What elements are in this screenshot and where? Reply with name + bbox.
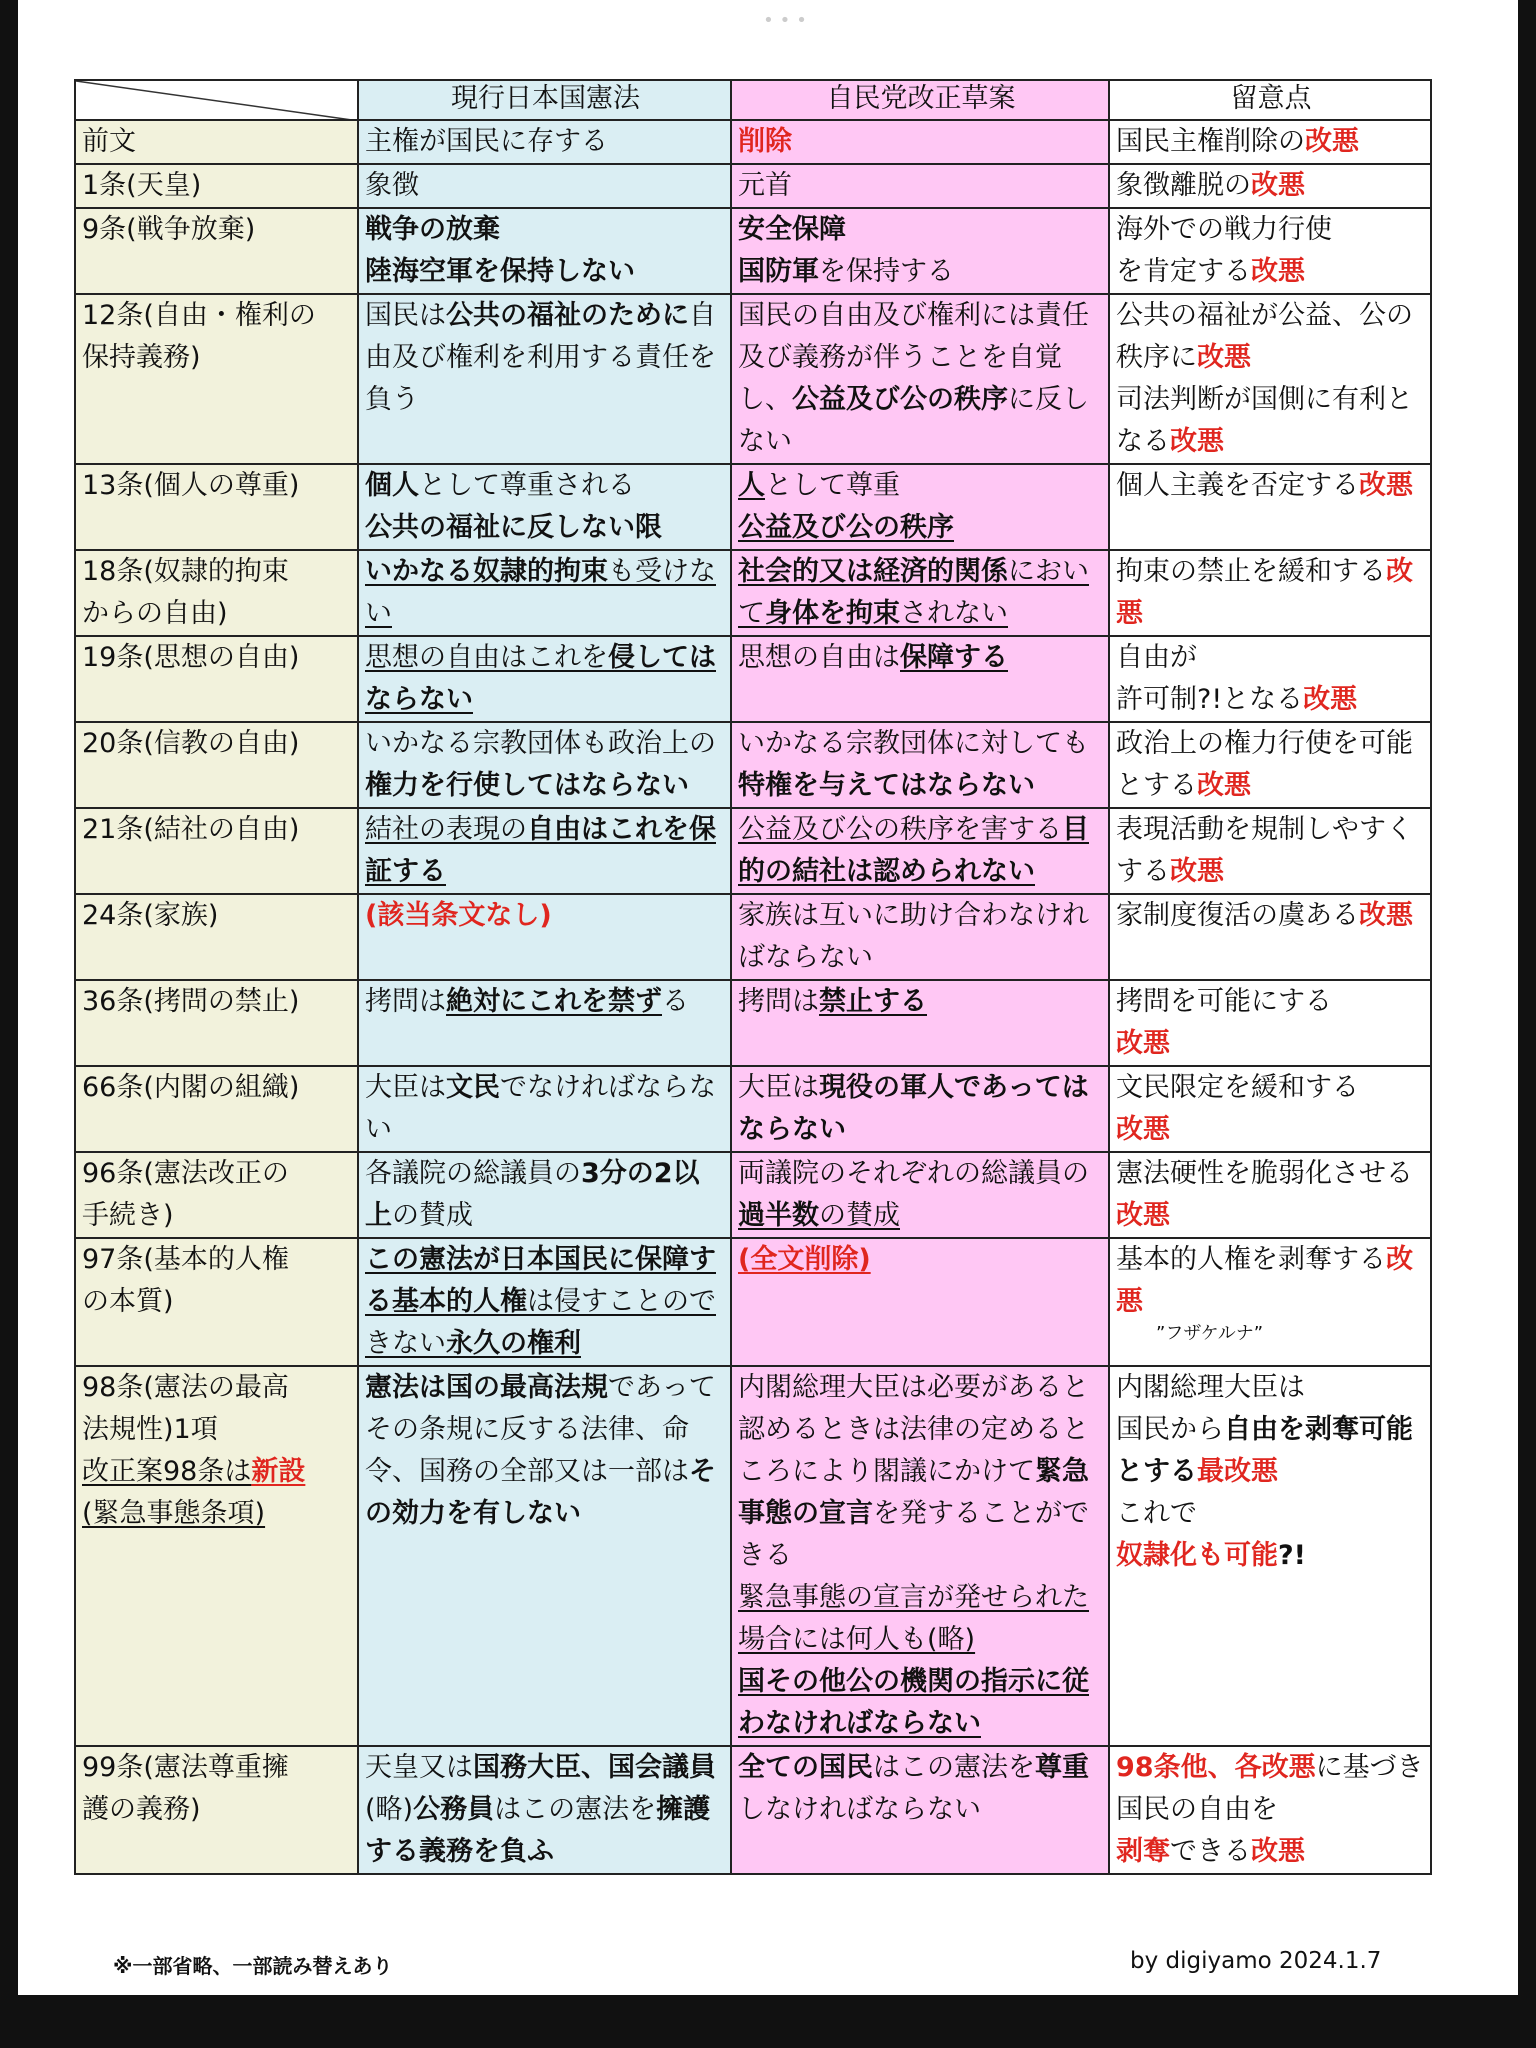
article-red: 新設 (251, 1456, 306, 1487)
article-text: の本質) (82, 1286, 174, 1317)
table-row (75, 808, 1431, 894)
ldp-bold: 緊急事態の宣言 (738, 1456, 1089, 1529)
note-red: 改悪 (1116, 1244, 1413, 1317)
ldp-text: しなければならない (738, 1794, 981, 1825)
article-text: 96条(憲法改正の (82, 1158, 289, 1189)
article-text: 99条(憲法尊重擁 (82, 1752, 289, 1783)
note-red: 改悪 (1170, 856, 1224, 887)
ldp-bold: 現役の軍人であってはならない (738, 1072, 1089, 1145)
table-row (75, 164, 1431, 208)
current-cell (358, 294, 731, 464)
note-text: 内閣総理大臣は (1116, 1372, 1305, 1403)
note-red: 改悪 (1197, 342, 1251, 373)
article-cell (75, 1238, 358, 1366)
ldp-cell (731, 464, 1109, 550)
ldp-cell (731, 980, 1109, 1066)
ldp-text: 内閣総理大臣は必要があると認めるときは法律の定めるところにより閣議にかけて (738, 1372, 1089, 1487)
note-cell (1109, 464, 1431, 550)
article-text: 98条(憲法の最高 (82, 1372, 289, 1403)
current-text: いかなる宗教団体も政治上の (365, 728, 716, 759)
note-red: 改悪 (1359, 470, 1413, 501)
current-bold: 公共の福祉に反しない限 (365, 512, 662, 543)
ldp-cell (731, 294, 1109, 464)
note-cell (1109, 1746, 1431, 1874)
article-cell (75, 1746, 358, 1874)
ldp-cell (731, 636, 1109, 722)
ldp-text: はこの憲法を (873, 1752, 1035, 1783)
current-text: 国民は (365, 300, 446, 331)
article-cell: 24条(家族) (75, 894, 358, 980)
ldp-text: に反しない (738, 384, 1089, 457)
note-red: 改悪 (1251, 256, 1305, 287)
note-text: 拘束の禁止を緩和する (1116, 556, 1386, 587)
ldp-cell (731, 1238, 1109, 1366)
article-cell: 19条(思想の自由) (75, 636, 358, 722)
article-text: 手続き) (82, 1200, 174, 1231)
ldp-text: 公益及び公の秩序を害する (738, 814, 1062, 845)
note-text: 国民主権削除の (1116, 126, 1305, 157)
note-text: を肯定する (1116, 256, 1251, 287)
ldp-text: において (738, 556, 1089, 629)
corner-cell (75, 80, 358, 120)
ldp-bold: 過半数 (738, 1200, 819, 1231)
note-cell (1109, 208, 1431, 294)
note-cell (1109, 164, 1431, 208)
note-text: 国民から (1116, 1414, 1224, 1445)
note-cell (1109, 1366, 1431, 1746)
table-row (75, 1366, 1431, 1746)
table-row (75, 1066, 1431, 1152)
ldp-cell (731, 1366, 1109, 1746)
current-text: であってその条規に反する法律、命令、国務の全部又は一部は (365, 1372, 716, 1487)
diagonal-line-icon (76, 81, 358, 120)
article-cell: 1条(天皇) (75, 164, 358, 208)
ldp-bold: 社会的又は経済的関係 (738, 556, 1008, 587)
ldp-text: を保持する (819, 256, 954, 287)
ldp-text: を発することができる (738, 1498, 1089, 1571)
ldp-cell (731, 550, 1109, 636)
current-bold: 侵してはならない (365, 642, 716, 715)
ldp-cell (731, 1746, 1109, 1874)
note-text: 許可制?!となる (1116, 684, 1304, 715)
current-text: はこの憲法を (494, 1794, 657, 1825)
ldp-bold: 全ての国民 (738, 1752, 873, 1783)
ldp-bold: 序 (981, 384, 1008, 415)
note-red: 改悪 (1170, 426, 1224, 457)
note-text: 自由が (1116, 642, 1197, 673)
ldp-text: 両議院のそれぞれの総議員の (738, 1158, 1089, 1189)
current-bold: その効力を有しない (365, 1456, 716, 1529)
note-red: 改悪 (1251, 170, 1305, 201)
current-text: 拷問は (365, 986, 446, 1017)
current-cell (358, 980, 731, 1066)
ldp-bold: 国その他公の機関の指示に従わなければならない (738, 1666, 1089, 1739)
ldp-text: 緊急事態の宣言が発せられた場合には何人も(略) (738, 1582, 1089, 1655)
current-bold: 憲法は国の最高法規 (365, 1372, 608, 1403)
current-text: も受けない (365, 556, 716, 629)
article-text: 12条(自由・権利の (82, 300, 316, 331)
current-cell (358, 1152, 731, 1238)
note-text: 家制度復活の虞ある (1116, 900, 1359, 931)
current-text: 各議院の総議員の (365, 1158, 581, 1189)
note-text: 拷問を可能にする (1116, 986, 1332, 1017)
note-text: 憲法硬性を脆弱化させる (1116, 1158, 1413, 1189)
current-text: でなければならない (365, 1072, 716, 1145)
article-cell: 36条(拷問の禁止) (75, 980, 358, 1066)
current-text: る (662, 986, 689, 1017)
note-text: 公共の福祉が公益、公の秩序に (1116, 300, 1413, 373)
current-bold: 絶対にこれを禁ず (446, 986, 662, 1017)
note-text: 政治上の権力行使を可能とする (1116, 728, 1413, 801)
note-red: 剥奪 (1116, 1836, 1170, 1867)
ldp-bold: 国防軍 (738, 256, 819, 287)
note-red: 改悪 (1251, 1836, 1305, 1867)
article-cell: 21条(結社の自由) (75, 808, 358, 894)
ldp-bold: 人 (738, 470, 765, 501)
table-row (75, 1152, 1431, 1238)
current-bold: 権力を行使してはならない (365, 770, 689, 801)
current-text: 表現の (446, 814, 527, 845)
note-cell (1109, 894, 1431, 980)
current-bold: 基本的人権 (392, 1286, 527, 1317)
current-text: 大臣は (365, 1072, 446, 1103)
ldp-text: として尊重 (765, 470, 900, 501)
table-row (75, 208, 1431, 294)
note-red: 最改悪 (1197, 1456, 1278, 1487)
current-bold: 陸海空軍 (365, 256, 473, 287)
ldp-text: いかなる宗教団体に対しても (738, 728, 1089, 759)
current-cell (358, 1066, 731, 1152)
article-cell: 20条(信教の自由) (75, 722, 358, 808)
ldp-bold: 禁止する (819, 986, 927, 1017)
article-text: (緊急事態条項) (82, 1498, 266, 1529)
table-row (75, 1238, 1431, 1366)
footer-note: ※一部省略、一部読み替えあり (113, 1954, 393, 1978)
ldp-bold: 身体を拘束 (765, 598, 900, 629)
current-bold: 文民 (446, 1072, 500, 1103)
note-cell (1109, 808, 1431, 894)
ldp-bold: 特権を与えてはならない (738, 770, 1035, 801)
ldp-text: の賛成 (819, 1200, 900, 1231)
article-text: からの自由) (82, 598, 228, 629)
note-text: 文民限定を緩和する (1116, 1072, 1359, 1103)
current-cell (358, 550, 731, 636)
article-text: 法規性)1項 (82, 1414, 218, 1445)
current-bold: 永久の権利 (446, 1328, 581, 1359)
ldp-cell (731, 120, 1109, 164)
table-row (75, 894, 1431, 980)
note-red: 改悪 (1197, 770, 1251, 801)
note-cell (1109, 294, 1431, 464)
table-row (75, 294, 1431, 464)
current-bold: 国務大臣、国会議員 (473, 1752, 716, 1783)
note-cell (1109, 980, 1431, 1066)
comparison-table (74, 79, 1432, 1875)
note-text: 海外での戦力行使 (1116, 214, 1332, 245)
note-red: 改悪 (1359, 900, 1413, 931)
current-text: 自由及び権利を利用する責任を負う (365, 300, 716, 415)
note-cell (1109, 722, 1431, 808)
ldp-text: 大臣は (738, 1072, 819, 1103)
note-cell (1109, 1238, 1431, 1366)
article-cell: 66条(内閣の組織) (75, 1066, 358, 1152)
current-cell (358, 208, 731, 294)
article-cell (75, 294, 358, 464)
note-red: 改悪 (1116, 1028, 1170, 1059)
ldp-cell (731, 1066, 1109, 1152)
current-bold: この憲法が (365, 1244, 500, 1275)
ldp-cell (731, 722, 1109, 808)
current-bold: を保持しない (473, 256, 635, 287)
note-cell (1109, 550, 1431, 636)
header-note: 留意点 (1109, 80, 1431, 120)
note-red: 98条他、各改悪 (1116, 1752, 1316, 1783)
ldp-cell (731, 1152, 1109, 1238)
note-red: 奴隷化も可能 (1116, 1540, 1278, 1571)
current-bold: 奴隷的拘束 (473, 556, 608, 587)
current-cell (358, 894, 731, 980)
article-cell: 13条(個人の尊重) (75, 464, 358, 550)
note-text: 個人主義を否定する (1116, 470, 1359, 501)
ldp-text: 思想の自由は (738, 642, 900, 673)
article-text: 護の義務) (82, 1794, 201, 1825)
note-red: 改悪 (1116, 556, 1413, 629)
table-row (75, 636, 1431, 722)
current-cell (358, 808, 731, 894)
current-text: 結社の (365, 814, 446, 845)
article-cell (75, 550, 358, 636)
ldp-bold: 尊重 (1035, 1752, 1089, 1783)
ldp-bold: 保障する (900, 642, 1008, 673)
current-text: として尊重される (419, 470, 635, 501)
current-bold: いかなる (365, 556, 473, 587)
current-cell: 主権が国民に存する (358, 120, 731, 164)
note-red: 改悪 (1116, 1114, 1170, 1145)
window-dots-icon: ••• (763, 10, 813, 31)
current-cell (358, 722, 731, 808)
article-text: 18条(奴隷的拘束 (82, 556, 289, 587)
ldp-cell: 元首 (731, 164, 1109, 208)
current-bold: 擁護する義務を負ふ (365, 1794, 711, 1867)
ldp-bold: 安全保障 (738, 214, 846, 245)
ldp-text: されない (900, 598, 1008, 629)
current-bold: 個人 (365, 470, 419, 501)
header-current: 現行日本国憲法 (358, 80, 731, 120)
table-row (75, 722, 1431, 808)
article-text: 97条(基本的人権 (82, 1244, 289, 1275)
note-text: に基づき国民の自由を (1116, 1752, 1424, 1825)
note-cell (1109, 120, 1431, 164)
current-cell (358, 1366, 731, 1746)
current-bold: めに (635, 300, 689, 331)
current-bold: 日本国民に保障する (365, 1244, 716, 1317)
note-cell (1109, 1152, 1431, 1238)
ldp-cell (731, 208, 1109, 294)
table-row (75, 1746, 1431, 1874)
ldp-cell: 家族は互いに助け合わなければならない (731, 894, 1109, 980)
article-cell: 9条(戦争放棄) (75, 208, 358, 294)
current-text: (略) (365, 1794, 414, 1825)
current-cell (358, 1238, 731, 1366)
current-text: の賛成 (392, 1200, 473, 1231)
note-text: これで (1116, 1498, 1197, 1529)
ldp-red: (全文削除) (738, 1244, 871, 1275)
ldp-text: 国民の自由及び権利には責任及び義務が伴うことを自覚し、 (738, 300, 1089, 415)
current-bold: 戦争の放棄 (365, 214, 500, 245)
ldp-cell (731, 808, 1109, 894)
current-cell (358, 464, 731, 550)
current-bold: 公共の福祉のた (446, 300, 635, 331)
article-cell: 前文 (75, 120, 358, 164)
article-cell (75, 1152, 358, 1238)
current-bold: 自由はこれを保証する (365, 814, 716, 887)
header-row (75, 80, 1431, 120)
current-text: 思想の自由はこれを (365, 642, 608, 673)
ldp-bold: 目的の結社は認められない (738, 814, 1089, 887)
current-cell: 象徴 (358, 164, 731, 208)
note-bold: ?! (1278, 1540, 1306, 1571)
ldp-bold: 公益及び公の秩序 (738, 512, 954, 543)
note-bold: 自由を剥奪可能とする (1116, 1414, 1413, 1487)
note-cell (1109, 1066, 1431, 1152)
ldp-text: 拷問は (738, 986, 819, 1017)
article-text: 保持義務) (82, 342, 201, 373)
note-small: ”フザケルナ” (1156, 1323, 1264, 1344)
table-row (75, 120, 1431, 164)
table-row (75, 464, 1431, 550)
table-row (75, 550, 1431, 636)
note-red: 改悪 (1305, 126, 1359, 157)
note-text: 象徴離脱の (1116, 170, 1251, 201)
note-text: 司法判断が国側に有利となる (1116, 384, 1413, 457)
note-text: 基本的人権を剥奪する (1116, 1244, 1386, 1275)
table-row (75, 980, 1431, 1066)
current-text: 天皇又は (365, 1752, 473, 1783)
ldp-text: 削除 (738, 126, 792, 157)
note-cell (1109, 636, 1431, 722)
note-red: 改悪 (1116, 1200, 1170, 1231)
current-cell (358, 1746, 731, 1874)
note-red: 改悪 (1303, 684, 1358, 715)
note-text: できる (1170, 1836, 1251, 1867)
article-text: 改正案98条は (82, 1456, 252, 1487)
current-red: (該当条文なし) (365, 900, 552, 931)
article-cell (75, 1366, 358, 1746)
header-ldp: 自民党改正草案 (731, 80, 1109, 120)
current-cell (358, 636, 731, 722)
ldp-bold: 公益及び公の秩 (792, 384, 981, 415)
note-text: 表現活動を規制しやすくする (1116, 814, 1413, 887)
current-bold: 3分の2以上 (365, 1158, 700, 1231)
current-text: は侵すことのできない (365, 1286, 716, 1359)
current-bold: 公務員 (413, 1794, 495, 1825)
footer-credit: by digiyamo 2024.1.7 (1130, 1948, 1382, 1974)
